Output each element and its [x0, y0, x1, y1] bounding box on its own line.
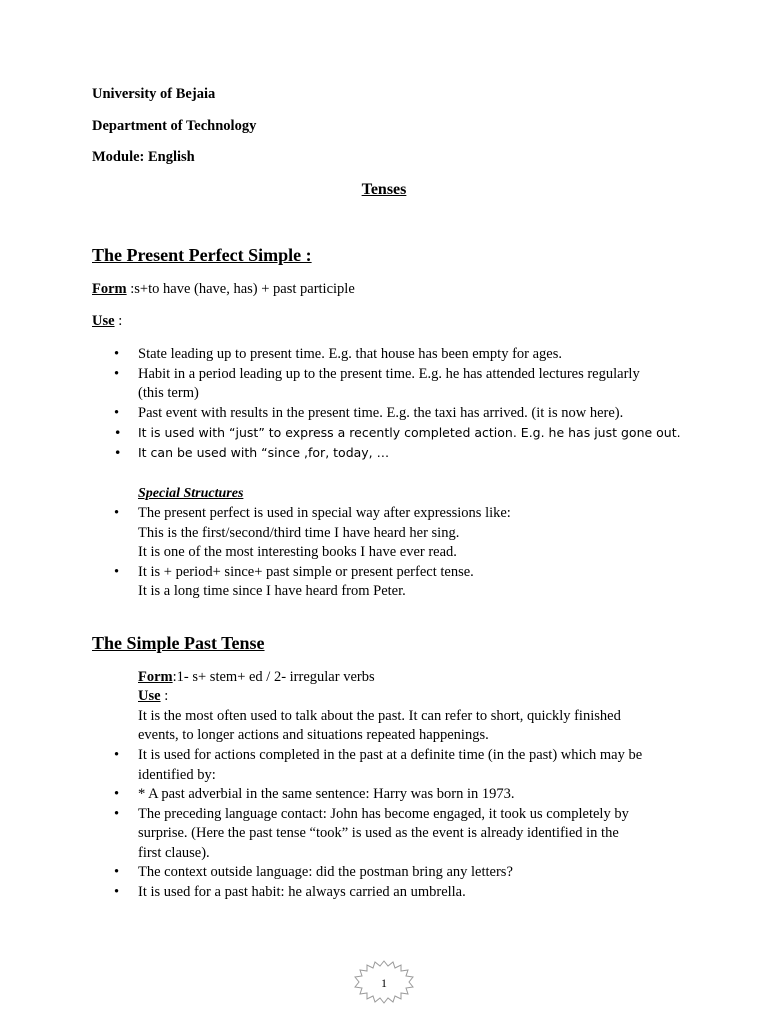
list-item — [92, 805, 642, 864]
page-number — [350, 958, 418, 1006]
list-item — [92, 423, 681, 443]
use-suffix: : — [114, 313, 123, 329]
list-item-text: It is + period+ since+ past simple or present perfect tense. — [138, 563, 474, 580]
page-number-text: 1 — [381, 976, 387, 990]
bullet-icon: • — [114, 864, 120, 880]
bullet-icon: • — [114, 365, 120, 382]
list-item-text: It is one of the most interesting books I have ever read. — [138, 544, 457, 560]
department-name: Department of Technology — [92, 118, 257, 134]
list-item-text: The context outside language: did the postman bring any letters? — [138, 864, 513, 880]
university-name: University of Bejaia — [92, 86, 216, 102]
simple-past-heading: The Simple Past Tense — [92, 633, 265, 653]
list-item-text: first clause). — [138, 844, 210, 861]
list-item-text: surprise. (Here the past tense “took” is used as the event is already identified in the — [138, 825, 619, 841]
simple-past-use — [138, 687, 168, 707]
module-name: Module: English — [92, 149, 195, 165]
simple-past-intro-line-2: events, to longer actions and situations repeated happenings. — [138, 727, 489, 743]
list-item-text: Habit in a period leading up to the present time. E.g. he has attended lectures regularly — [138, 365, 640, 382]
form-label: Form — [92, 281, 127, 297]
bullet-icon: • — [114, 563, 120, 580]
list-item-text: (this term) — [138, 385, 199, 401]
present-perfect-heading: The Present Perfect Simple : — [92, 245, 312, 265]
list-item — [92, 785, 642, 805]
list-item-text: * A past adverbial in the same sentence: Harry was born in 1973. — [138, 786, 515, 802]
special-structures-heading: Special Structures — [138, 486, 244, 501]
list-item-text: The preceding language contact: John has become engaged, it took us completely by — [138, 805, 629, 822]
list-item — [92, 883, 642, 903]
list-item — [92, 365, 681, 404]
bullet-icon: • — [114, 786, 120, 802]
present-perfect-uses — [92, 345, 681, 462]
bullet-icon: • — [114, 346, 120, 362]
bullet-icon: • — [114, 425, 122, 440]
list-item-text: State leading up to present time. E.g. that house has been empty for ages. — [138, 346, 563, 362]
list-item — [92, 504, 511, 563]
list-item — [92, 746, 642, 785]
page-number-badge-icon — [350, 958, 418, 1006]
bullet-icon: • — [114, 505, 120, 521]
form-label: Form — [138, 669, 173, 685]
special-structures-list — [92, 504, 511, 602]
form-text: :s+to have (have, has) + past participle — [126, 281, 355, 297]
simple-past-uses — [92, 746, 642, 902]
simple-past-intro-line-1: It is the most often used to talk about the past. It can refer to short, quickly finished — [138, 708, 621, 724]
page-title: Tenses — [361, 181, 407, 198]
present-perfect-form — [92, 281, 355, 298]
list-item-text: It is used for a past habit: he always carried an umbrella. — [138, 883, 466, 900]
use-label: Use — [138, 688, 161, 704]
present-perfect-use — [92, 313, 122, 330]
bullet-icon: • — [114, 805, 120, 822]
list-item-text: The present perfect is used in special way after expressions like: — [138, 505, 511, 521]
list-item-text: It is used for actions completed in the past at a definite time (in the past) which may be — [138, 747, 643, 763]
list-item — [92, 443, 681, 463]
use-label: Use — [92, 313, 115, 329]
bullet-icon: • — [114, 883, 120, 900]
list-item-text: It can be used with “since ,for, today, … — [138, 444, 390, 460]
bullet-icon: • — [114, 747, 120, 763]
list-item — [92, 404, 681, 424]
list-item — [92, 563, 511, 602]
list-item-text: identified by: — [138, 766, 216, 783]
form-text: :1- s+ stem+ ed / 2- irregular verbs — [172, 669, 375, 685]
list-item-text: Past event with results in the present time. E.g. the taxi has arrived. (it is now here). — [138, 404, 624, 421]
simple-past-form — [138, 668, 375, 688]
list-item — [92, 863, 642, 883]
list-item-text: This is the first/second/third time I have heard her sing. — [138, 524, 460, 541]
bullet-icon: • — [114, 444, 122, 460]
list-item-text: It is a long time since I have heard from Peter. — [138, 583, 406, 599]
list-item-text: It is used with “just” to express a recently completed action. E.g. he has just gone out. — [138, 425, 681, 440]
bullet-icon: • — [114, 404, 120, 421]
list-item — [92, 345, 681, 365]
use-suffix: : — [160, 688, 169, 704]
